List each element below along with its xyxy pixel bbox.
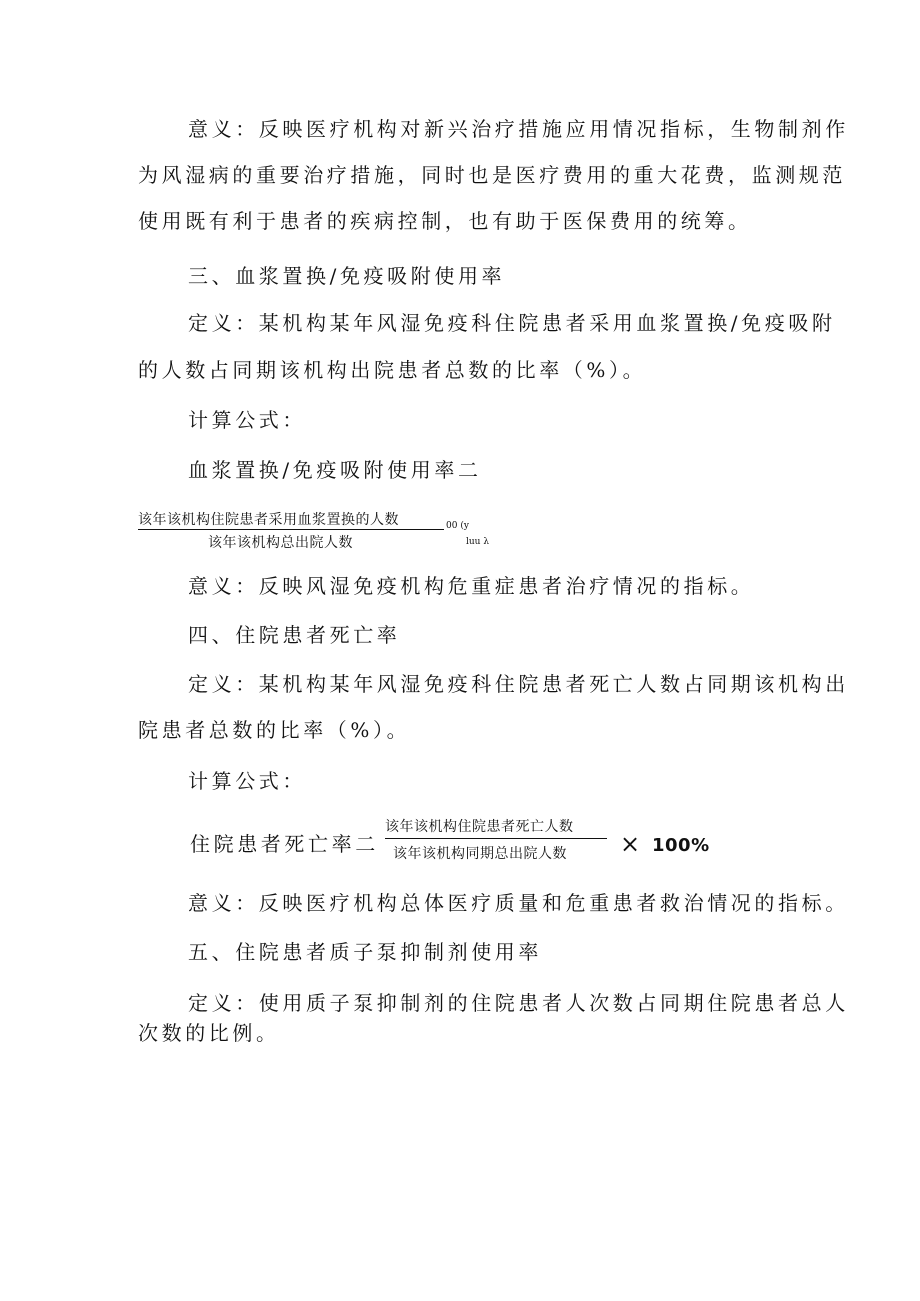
formula-4-denominator: 该年该机构同期总出院人数	[393, 846, 567, 862]
definition-section-5-line-2: 次数的比例。	[138, 1021, 280, 1045]
formula-4-numerator: 该年该机构住院患者死亡人数	[385, 819, 574, 835]
heading-section-4: 四、住院患者死亡率	[188, 623, 401, 647]
formula-4-name: 住院患者死亡率二	[190, 832, 379, 856]
formula-3-name: 血浆置换/免疫吸附使用率二	[188, 458, 482, 482]
formula-3-tail-bottom: luu λ	[466, 537, 490, 547]
formula-3-denominator: 该年该机构总出院人数	[208, 535, 353, 551]
definition-section-3-line-2: 的人数占同期该机构出院患者总数的比率（%）。	[138, 358, 647, 382]
meaning-section-4: 意义：反映医疗机构总体医疗质量和危重患者救治情况的指标。	[188, 891, 849, 915]
formula-3-numerator: 该年该机构住院患者采用血浆置换的人数	[138, 512, 399, 528]
meaning-biologics-line-3: 使用既有利于患者的疾病控制，也有助于医保费用的统筹。	[138, 209, 752, 233]
heading-section-3: 三、血浆置换/免疫吸附使用率	[188, 264, 506, 288]
meaning-biologics-line-1: 意义：反映医疗机构对新兴治疗措施应用情况指标，生物制剂作	[188, 117, 849, 141]
definition-section-4-line-1: 定义：某机构某年风湿免疫科住院患者死亡人数占同期该机构出	[188, 672, 849, 696]
formula-3-fraction-bar	[138, 529, 444, 530]
heading-section-5: 五、住院患者质子泵抑制剂使用率	[188, 940, 542, 964]
definition-section-4-line-2: 院患者总数的比率（%）。	[138, 718, 411, 742]
meaning-section-3: 意义：反映风湿免疫机构危重症患者治疗情况的指标。	[188, 574, 755, 598]
formula-4-percent: 100%	[652, 835, 710, 856]
formula-label-section-4: 计算公式：	[188, 769, 306, 793]
meaning-biologics-line-2: 为风湿病的重要治疗措施，同时也是医疗费用的重大花费，监测规范	[138, 163, 846, 187]
formula-4-times-sign: ×	[620, 830, 641, 858]
definition-section-5-line-1: 定义：使用质子泵抑制剂的住院患者人次数占同期住院患者总人	[188, 991, 849, 1015]
formula-label-section-3: 计算公式：	[188, 408, 306, 432]
formula-4-fraction-bar	[385, 838, 607, 839]
formula-3-tail-top: 00 (y	[446, 521, 469, 531]
definition-section-3-line-1: 定义：某机构某年风湿免疫科住院患者采用血浆置换/免疫吸附	[188, 311, 836, 335]
